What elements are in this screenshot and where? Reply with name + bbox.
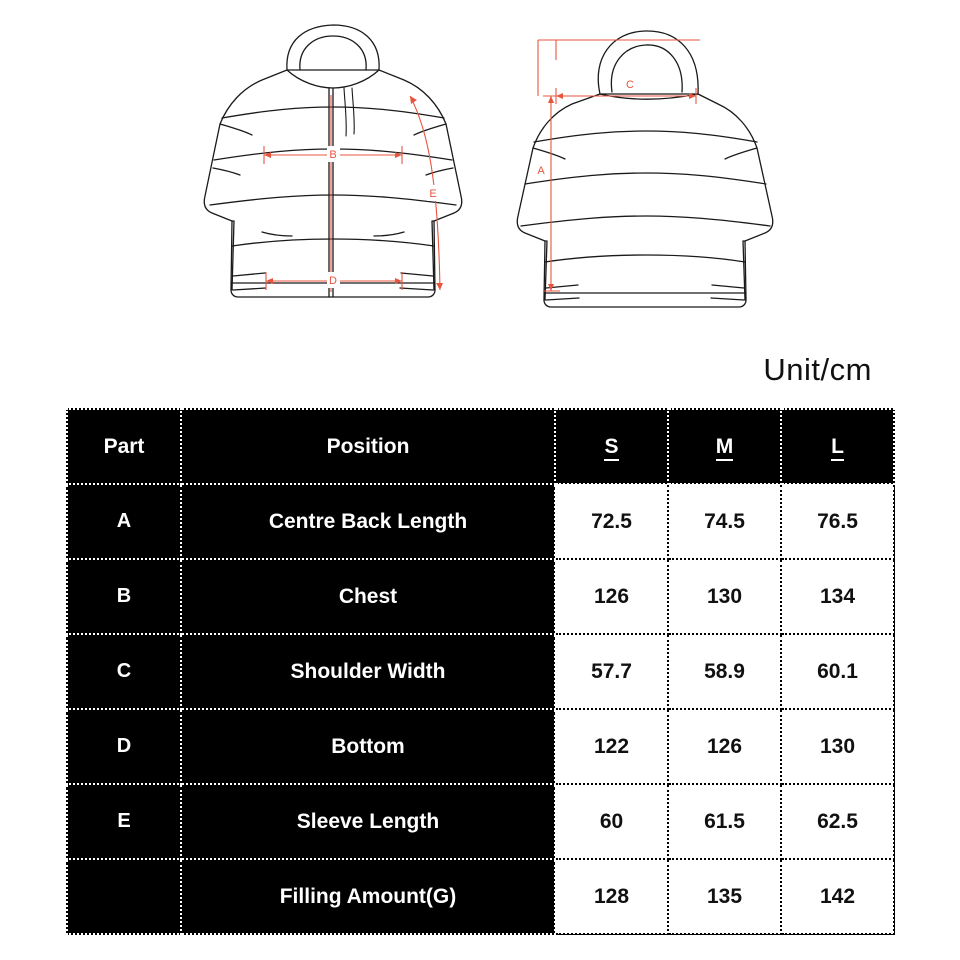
table-row: [67, 709, 894, 784]
unit-label: Unit/cm: [763, 352, 872, 387]
cell-part: B: [67, 559, 181, 634]
cell-size-l: 142: [781, 859, 894, 934]
column-header-part: Part: [67, 409, 181, 484]
cell-position: Sleeve Length: [181, 784, 555, 859]
table-header: [67, 409, 894, 484]
column-header-position: Position: [181, 409, 555, 484]
cell-part: [67, 859, 181, 934]
measure-label-c: C: [626, 79, 634, 91]
cell-size-l: 60.1: [781, 634, 894, 709]
cell-size-m: 61.5: [668, 784, 781, 859]
column-header-size-l: [781, 409, 894, 484]
cell-size-l: 62.5: [781, 784, 894, 859]
cell-size-s: 126: [555, 559, 668, 634]
cell-size-s: 128: [555, 859, 668, 934]
measure-label-d: D: [329, 275, 337, 287]
cell-part: E: [67, 784, 181, 859]
cell-position: Centre Back Length: [181, 484, 555, 559]
column-header-size-s: [555, 409, 668, 484]
table-body: [67, 484, 894, 934]
column-header-size-m: [668, 409, 781, 484]
cell-part: D: [67, 709, 181, 784]
cell-size-s: 57.7: [555, 634, 668, 709]
column-header-size-m-text: M: [716, 435, 734, 461]
table-row: [67, 634, 894, 709]
cell-position: Shoulder Width: [181, 634, 555, 709]
size-chart-illustration: [0, 0, 960, 340]
size-chart-table-container: [66, 408, 894, 935]
table-row: [67, 784, 894, 859]
cell-part: C: [67, 634, 181, 709]
table-row: [67, 484, 894, 559]
jacket-back-technical-drawing: [517, 31, 772, 307]
cell-position: Chest: [181, 559, 555, 634]
cell-size-s: 122: [555, 709, 668, 784]
cell-size-l: 134: [781, 559, 894, 634]
column-header-size-l-text: L: [831, 435, 844, 461]
cell-size-l: 130: [781, 709, 894, 784]
cell-size-m: 58.9: [668, 634, 781, 709]
cell-size-m: 135: [668, 859, 781, 934]
cell-part: A: [67, 484, 181, 559]
cell-size-s: 72.5: [555, 484, 668, 559]
cell-size-s: 60: [555, 784, 668, 859]
size-chart-table: [66, 408, 895, 935]
cell-position: Filling Amount(G): [181, 859, 555, 934]
table-header-row: [67, 409, 894, 484]
measure-label-b: B: [329, 149, 337, 161]
measure-label-e: E: [429, 188, 437, 200]
table-row: [67, 559, 894, 634]
cell-position: Bottom: [181, 709, 555, 784]
cell-size-m: 74.5: [668, 484, 781, 559]
cell-size-m: 130: [668, 559, 781, 634]
cell-size-l: 76.5: [781, 484, 894, 559]
table-row: [67, 859, 894, 934]
column-header-size-s-text: S: [604, 435, 618, 461]
measure-label-a: A: [537, 165, 545, 177]
cell-size-m: 126: [668, 709, 781, 784]
